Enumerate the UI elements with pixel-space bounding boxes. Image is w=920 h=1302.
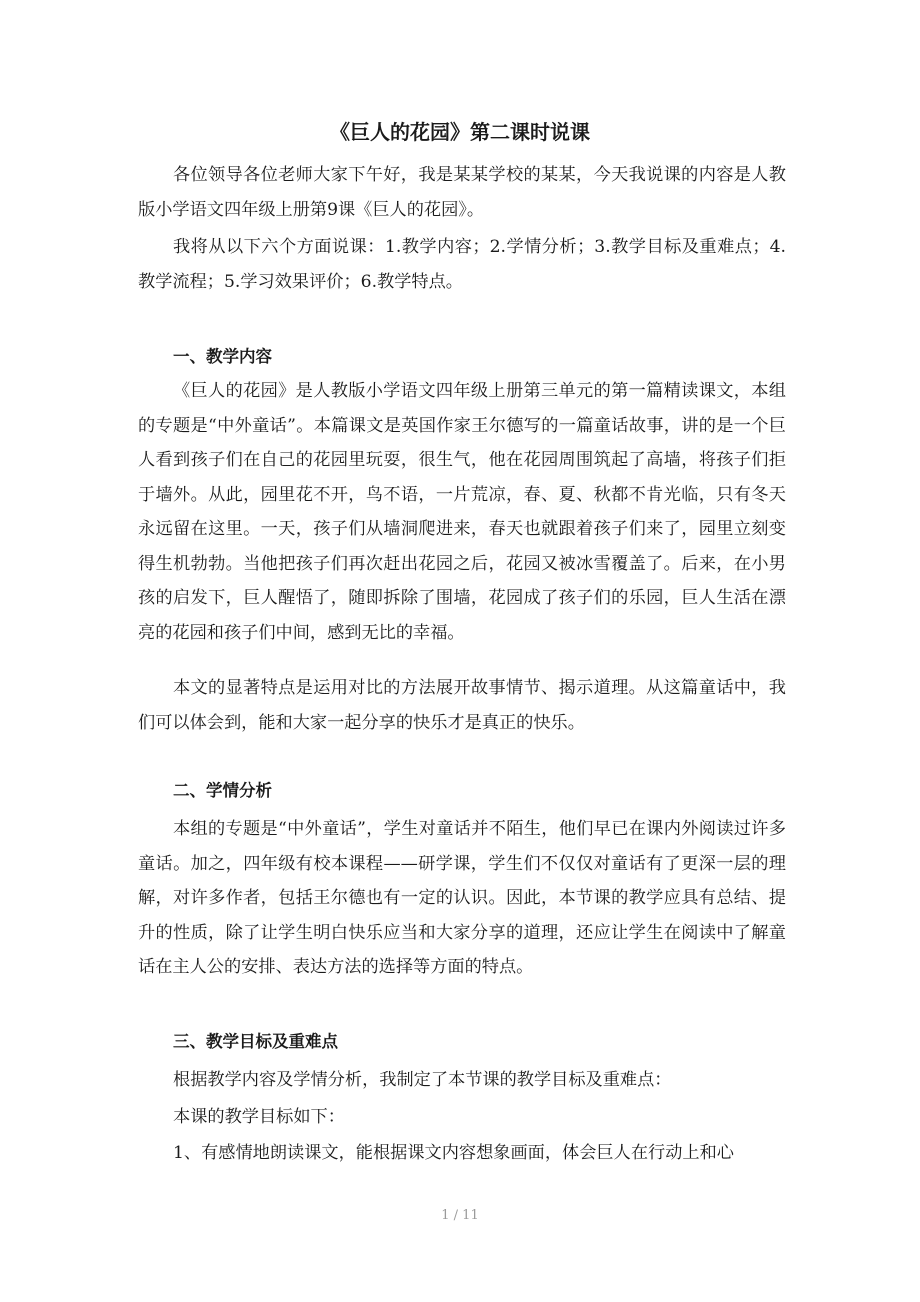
document-title: 《巨人的花园》第二课时说课 [330, 120, 590, 144]
section-heading-teaching-content: 一、教学内容 [173, 347, 272, 366]
page-indicator: 1 / 11 [441, 1208, 479, 1223]
goals-paragraph-3: 1、有感情地朗读课文，能根据课文内容想象画面，体会巨人在行动上和心 [173, 1143, 734, 1163]
overview-paragraph: 我将从以下六个方面说课：1.教学内容；2.学情分析；3.教学目标及重难点；4.教学流程；5.学习效果评价；6.教学特点。 [138, 237, 786, 292]
teaching-content-paragraph-2: 本文的显著特点是运用对比的方法展开故事情节、揭示道理。从这篇童话中，我们可以体会到，能和大家一起分享的快乐才是真正的快乐。 [138, 678, 786, 733]
section-heading-goals: 三、教学目标及重难点 [173, 1032, 338, 1051]
goals-paragraph-1: 根据教学内容及学情分析，我制定了本节课的教学目标及重难点： [173, 1070, 672, 1090]
intro-paragraph: 各位领导各位老师大家下午好，我是某某学校的某某，今天我说课的内容是人教版小学语文四年级上册第9课《巨人的花园》。 [138, 165, 786, 220]
learning-analysis-paragraph: 本组的专题是“中外童话”，学生对童话并不陌生，他们早已在课内外阅读过许多童话。加之，四年级有校本课程——研学课，学生们不仅仅对童话有了更深一层的理解，对许多作者，包括王尔德也有一定的认识。因此，本节课的教学应具有总结、提升的性质，除了让学生明白快乐应当和大家分享的道理，还应让学生在阅读中了解童话在主人公的安排、表达方法的选择等方面的特点。 [138, 819, 786, 977]
goals-paragraph-2: 本课的教学目标如下： [173, 1107, 345, 1127]
section-heading-learning-analysis: 二、学情分析 [173, 781, 272, 800]
teaching-content-paragraph-1: 《巨人的花园》是人教版小学语文四年级上册第三单元的第一篇精读课文，本组的专题是“中外童话”。本篇课文是英国作家王尔德写的一篇童话故事，讲的是一个巨人看到孩子们在自己的花园里玩耍，很生气，他在花园周围筑起了高墙，将孩子们拒于墙外。从此，园里花不开，鸟不语，一片荒凉，春、夏、秋都不肯光临，只有冬天永远留在这里。一天，孩子们从墙洞爬进来，春天也就跟着孩子们来了，园里立刻变得生机勃勃。当他把孩子们再次赶出花园之后，花园又被冰雪覆盖了。后来，在小男孩的启发下，巨人醒悟了，随即拆除了围墙，花园成了孩子们的乐园，巨人生活在漂亮的花园和孩子们中间，感到无比的幸福。 [138, 381, 786, 643]
